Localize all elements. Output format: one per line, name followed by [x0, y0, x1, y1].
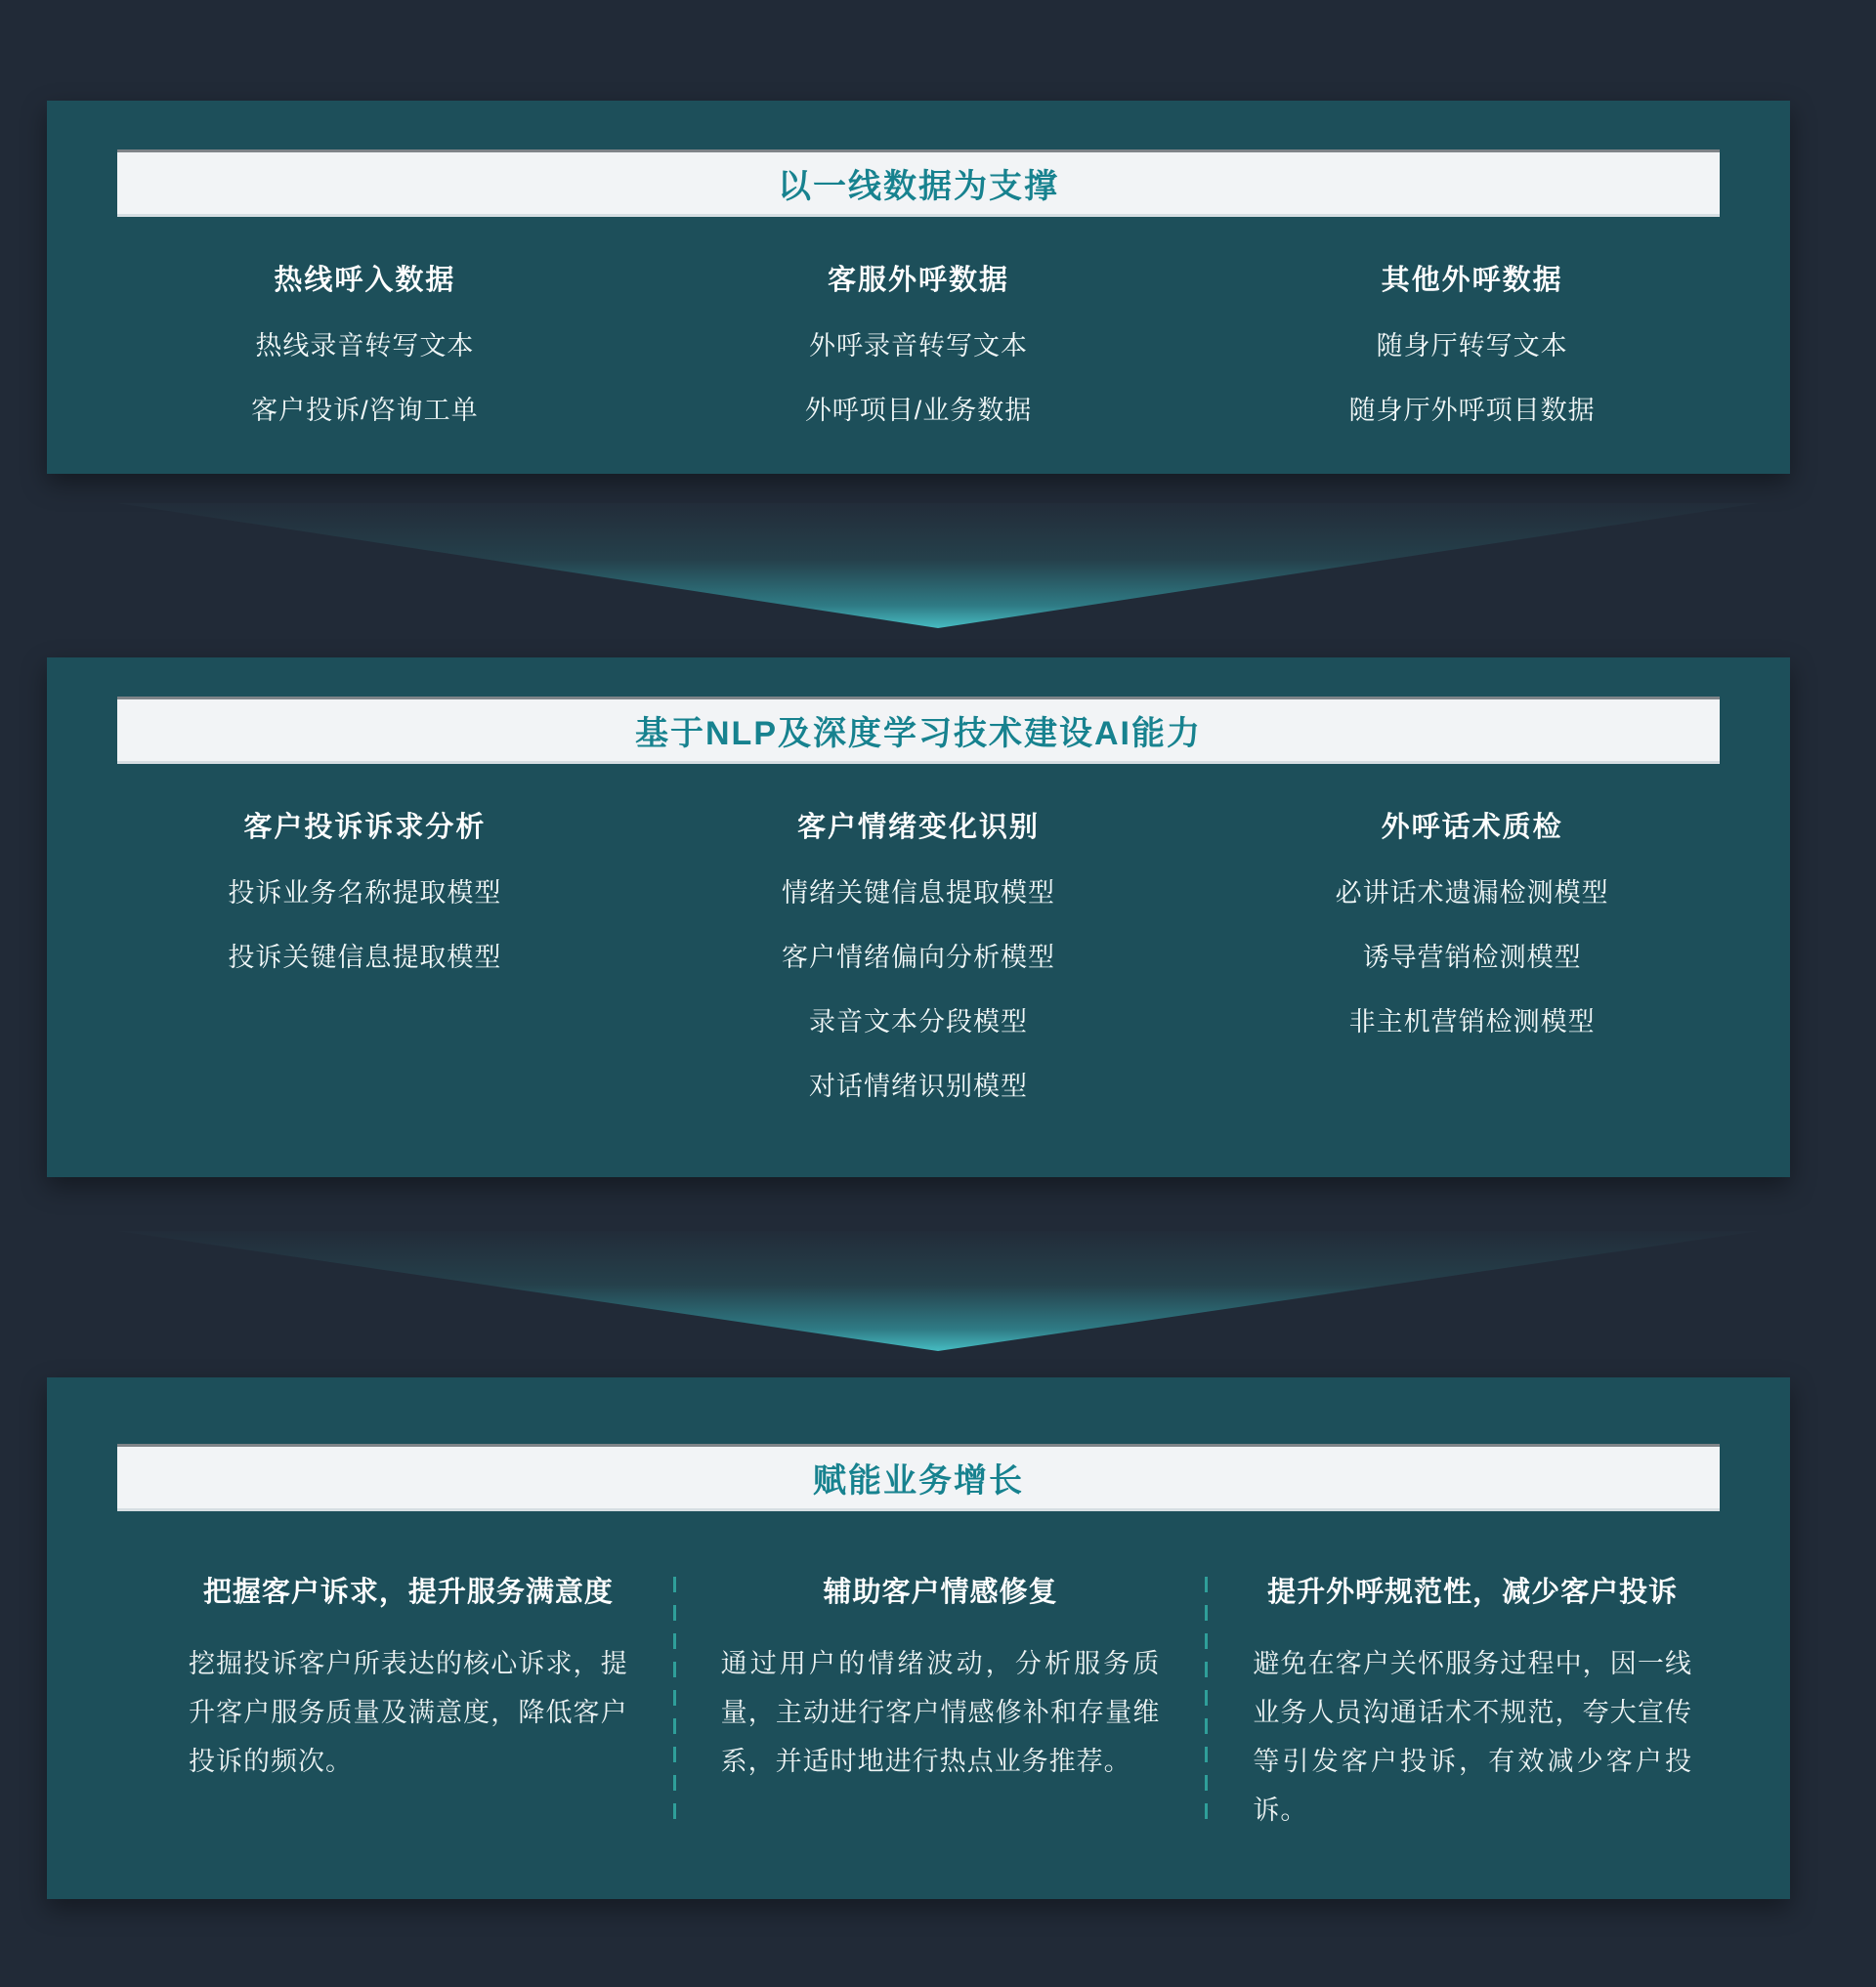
column-heading: 客户投诉诉求分析: [243, 812, 487, 843]
ai-column-script-qc: [1195, 808, 1749, 1131]
column-heading: 其他外呼数据: [1381, 265, 1563, 296]
column-heading: 热线呼入数据: [274, 265, 456, 296]
column-item: 非主机营销检测模型: [1348, 1007, 1596, 1036]
benefits-container: [189, 1573, 1692, 1835]
column-item: 情绪关键信息提取模型: [782, 878, 1055, 908]
column-item: 对话情绪识别模型: [809, 1072, 1028, 1101]
benefit-body: 挖掘投诉客户所表达的核心诉求，提升客户服务质量及满意度，降低客户投诉的频次。: [189, 1649, 628, 1776]
column-heading: 客户情绪变化识别: [797, 812, 1041, 843]
section-title-bar: [117, 697, 1720, 764]
section-title-bar: [117, 1444, 1720, 1511]
column-item: 随身厅外呼项目数据: [1348, 396, 1596, 425]
panel-ai-capabilities: [47, 657, 1790, 1177]
columns-container: [88, 808, 1749, 1131]
benefit-emotion-repair: [676, 1573, 1206, 1835]
section-title-bar: [117, 149, 1720, 217]
down-arrow-icon: [117, 503, 1759, 628]
ai-column-emotion-recognition: [642, 808, 1196, 1131]
benefit-grasp-demands: [189, 1573, 673, 1835]
data-column-service-outbound: [642, 261, 1196, 455]
benefit-heading: 提升外呼规范性，减少客户投诉: [1267, 1577, 1679, 1608]
data-column-hotline-inbound: [88, 261, 642, 455]
column-heading: 外呼话术质检: [1381, 812, 1563, 843]
benefit-heading: 把握客户诉求，提升服务满意度: [202, 1577, 614, 1608]
benefit-body: 通过用户的情绪波动，分析服务质量，主动进行客户情感修补和存量维系，并适时地进行热点业务推荐。: [720, 1649, 1161, 1776]
section-title: 基于NLP及深度学习技术建设AI能力: [635, 715, 1202, 752]
column-item: 录音文本分段模型: [809, 1007, 1028, 1036]
benefit-heading: 辅助客户情感修复: [823, 1577, 1058, 1608]
down-arrow-icon: [117, 1231, 1759, 1351]
section-title: 以一线数据为支撑: [778, 168, 1059, 205]
column-item: 客户投诉/咨询工单: [251, 396, 479, 425]
column-item: 客户情绪偏向分析模型: [782, 943, 1055, 972]
section-title: 赋能业务增长: [813, 1462, 1024, 1500]
column-item: 随身厅转写文本: [1376, 331, 1568, 360]
column-item: 外呼录音转写文本: [809, 331, 1028, 360]
column-heading: 客服外呼数据: [828, 265, 1010, 296]
panel-business-growth: [47, 1377, 1790, 1899]
data-column-other-outbound: [1195, 261, 1749, 455]
column-item: 投诉关键信息提取模型: [228, 943, 502, 972]
column-item: 外呼项目/业务数据: [804, 396, 1033, 425]
column-item: 投诉业务名称提取模型: [228, 878, 502, 908]
column-item: 热线录音转写文本: [255, 331, 475, 360]
ai-column-complaint-analysis: [88, 808, 642, 1131]
column-item: 必讲话术遗漏检测模型: [1335, 878, 1609, 908]
panel-data-sources: [47, 101, 1790, 474]
benefit-outbound-compliance: [1208, 1573, 1692, 1835]
benefit-body: 避免在客户关怀服务过程中，因一线业务人员沟通话术不规范，夸大宣传等引发客户投诉，有效减少客户投诉。: [1253, 1649, 1693, 1825]
columns-container: [88, 261, 1749, 455]
column-item: 诱导营销检测模型: [1362, 943, 1582, 972]
